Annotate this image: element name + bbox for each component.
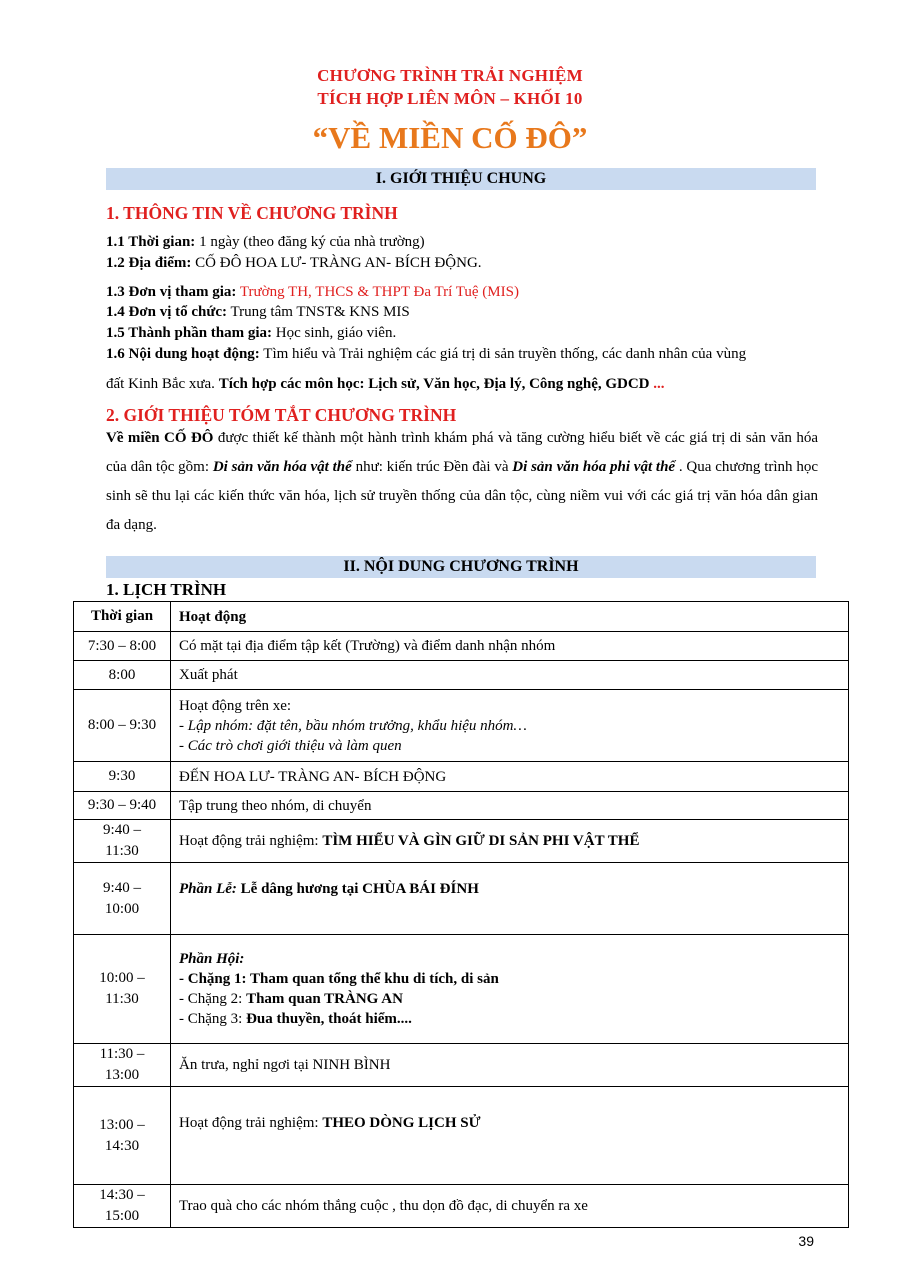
table-row (74, 690, 849, 762)
row-time: 7:30 – 8:00 (74, 632, 171, 661)
heading-program-summary: 2. GIỚI THIỆU TÓM TẮT CHƯƠNG TRÌNH (106, 405, 457, 425)
row-time: 8:00 (74, 661, 171, 690)
schedule-table (73, 601, 849, 1228)
table-header-row (74, 602, 849, 632)
row-activity-line: - Chặng 2: Tham quan TRÀNG AN (179, 991, 403, 1007)
heading-program-info: 1. THÔNG TIN VỀ CHƯƠNG TRÌNH (106, 203, 398, 223)
table-row (74, 632, 849, 661)
row-time: 14:30 – 15:00 (74, 1185, 171, 1228)
row-activity-line: - Lập nhóm: đặt tên, bầu nhóm trưởng, khẩu hiệu nhóm… (179, 717, 527, 734)
row-time: 10:00 – 11:30 (74, 935, 171, 1044)
row-activity: Phần Lễ: Lễ dâng hương tại CHÙA BÁI ĐÍNH (171, 863, 849, 935)
table-row (74, 820, 849, 863)
row-activity-line: - Chặng 1: Tham quan tổng thể khu di tích, di sản (179, 971, 499, 987)
table-row (74, 863, 849, 935)
row-activity: Trao quà cho các nhóm thắng cuộc , thu dọn đồ đạc, di chuyển ra xe (171, 1185, 849, 1228)
row-activity (171, 935, 849, 1044)
program-heading-line1: CHƯƠNG TRÌNH TRẢI NGHIỆM (317, 66, 583, 85)
header-activity: Hoạt động (171, 602, 849, 632)
row-activity-line: - Chặng 3: Đua thuyền, thoát hiểm.... (179, 1011, 412, 1027)
section-band-general: I. GIỚI THIỆU CHUNG (106, 168, 816, 190)
table-row (74, 661, 849, 690)
table-row (74, 792, 849, 820)
program-title: “VỀ MIỀN CỐ ĐÔ” (312, 120, 588, 155)
info-content-continued: đất Kinh Bắc xưa. Tích hợp các môn học: Lịch sử, Văn học, Địa lý, Công nghệ, GDCD ... (106, 376, 665, 392)
row-activity: Xuất phát (171, 661, 849, 690)
row-activity-title: Phần Hội: (179, 951, 245, 967)
info-organizer: 1.4 Đơn vị tổ chức: Trung tâm TNST& KNS MIS (106, 304, 410, 320)
heading-schedule: 1. LỊCH TRÌNH (106, 580, 227, 599)
summary-paragraph: Về miền CỐ ĐÔ được thiết kế thành một hành trình khám phá và tăng cường hiểu biết về các giá trị di sản văn hóa của dân tộc gồm: Di sản văn hóa vật thể như: kiến trúc Đền đài và Di sản văn hóa phi vật thể . Qua chương trình học sinh sẽ thu lại các kiến thức văn hóa, lịch sử truyền thống của dân tộc, cùng niềm vui với các giá trị văn hóa dân gian đa dạng. (106, 430, 819, 533)
table-row (74, 1185, 849, 1228)
table-row (74, 762, 849, 792)
info-members: 1.5 Thành phần tham gia: Học sinh, giáo viên. (106, 325, 397, 341)
row-activity: Hoạt động trải nghiệm: TÌM HIỂU VÀ GÌN GIỮ DI SẢN PHI VẬT THỂ (171, 820, 849, 863)
row-time: 9:40 – 11:30 (74, 820, 171, 863)
page-number: 39 (798, 1233, 814, 1249)
row-time: 13:00 – 14:30 (74, 1087, 171, 1185)
table-row (74, 935, 849, 1044)
section-band-content: II. NỘI DUNG CHƯƠNG TRÌNH (106, 556, 816, 578)
info-content: 1.6 Nội dung hoạt động: Tìm hiểu và Trải nghiệm các giá trị di sản truyền thống, các danh nhân của vùng (106, 346, 747, 362)
row-activity (171, 690, 849, 762)
info-location: 1.2 Địa điểm: CỐ ĐÔ HOA LƯ- TRÀNG AN- BÍCH ĐỘNG. (106, 255, 482, 271)
row-activity-title: Hoạt động trên xe: (179, 697, 292, 714)
table-row (74, 1087, 849, 1185)
row-time: 9:30 (74, 762, 171, 792)
row-activity: Hoạt động trải nghiệm: THEO DÒNG LỊCH SỬ (171, 1087, 849, 1185)
row-time: 9:40 – 10:00 (74, 863, 171, 935)
table-row (74, 1044, 849, 1087)
row-time: 9:30 – 9:40 (74, 792, 171, 820)
program-heading-line2: TÍCH HỢP LIÊN MÔN – KHỐI 10 (317, 89, 583, 108)
row-activity: Ăn trưa, nghỉ ngơi tại NINH BÌNH (171, 1044, 849, 1087)
row-time: 8:00 – 9:30 (74, 690, 171, 762)
header-time: Thời gian (74, 602, 171, 632)
row-activity: Có mặt tại địa điểm tập kết (Trường) và điểm danh nhận nhóm (171, 632, 849, 661)
row-time: 11:30 – 13:00 (74, 1044, 171, 1087)
row-activity: Tập trung theo nhóm, di chuyển (171, 792, 849, 820)
info-participants-unit: 1.3 Đơn vị tham gia: Trường TH, THCS & THPT Đa Trí Tuệ (MIS) (106, 284, 519, 300)
info-time: 1.1 Thời gian: 1 ngày (theo đăng ký của nhà trường) (106, 234, 425, 250)
row-activity-line: - Các trò chơi giới thiệu và làm quen (179, 737, 402, 754)
row-activity: ĐẾN HOA LƯ- TRÀNG AN- BÍCH ĐỘNG (171, 762, 849, 792)
